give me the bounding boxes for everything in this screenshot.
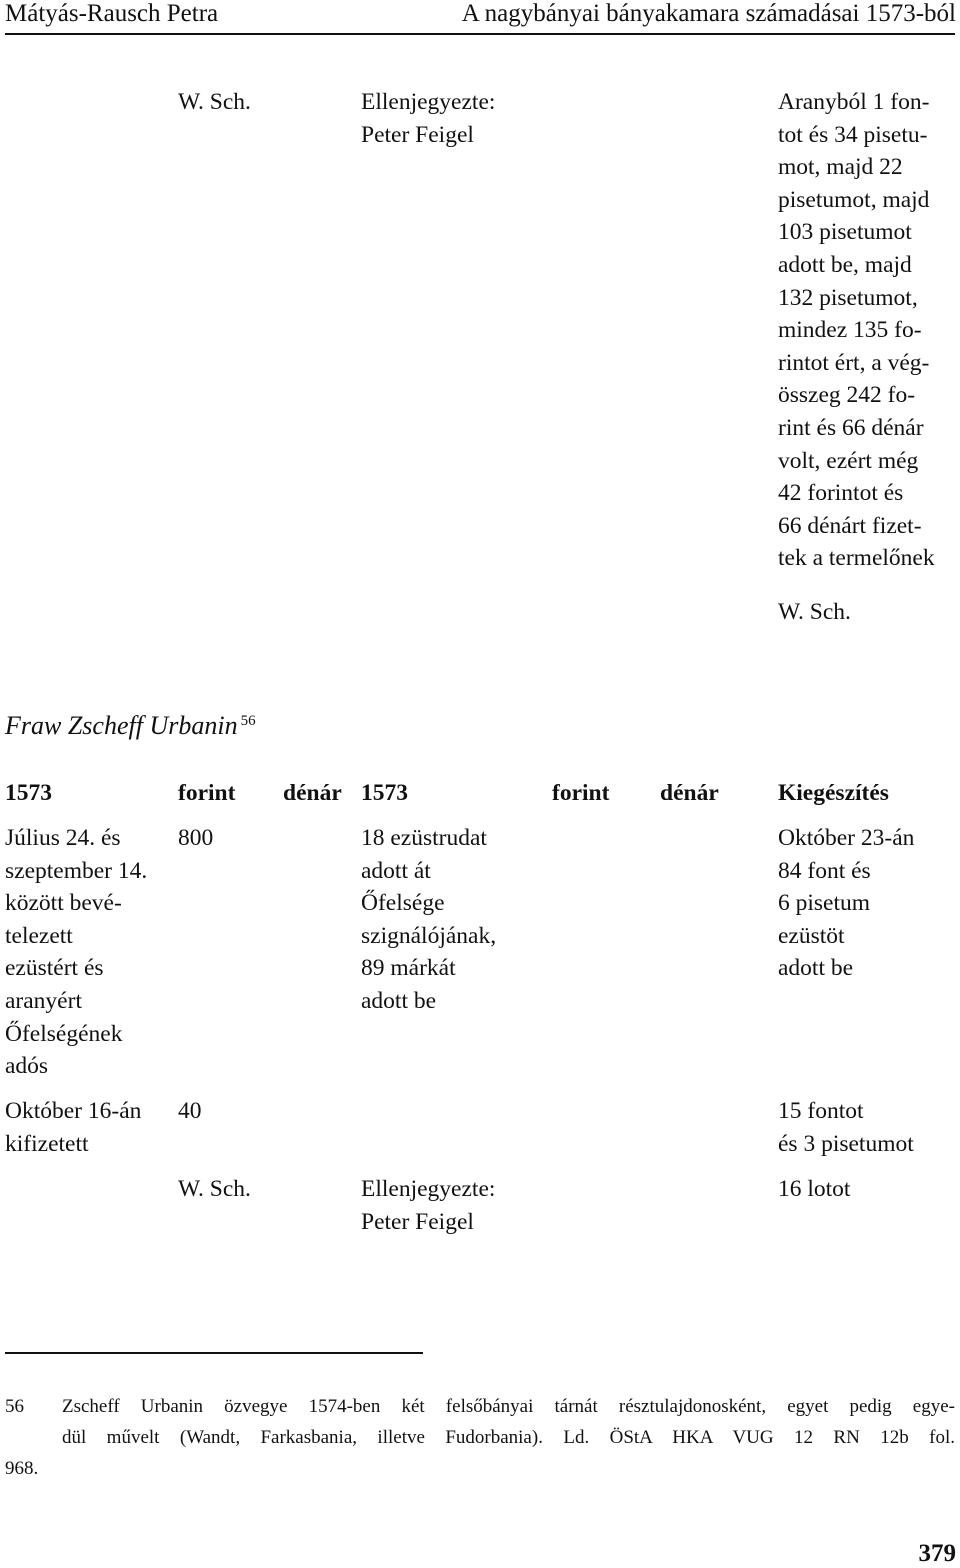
th-supplement: Kiegészítés — [778, 780, 889, 806]
row2-forint: 40 — [178, 1098, 202, 1124]
note-line: mindez 135 fo- — [778, 317, 922, 344]
row1-date-line: aranyért — [5, 987, 82, 1014]
row2-date — [5, 1095, 141, 1160]
note-line: rint és 66 dénár — [778, 414, 924, 441]
top-signature: W. Sch. — [178, 89, 251, 115]
row2-date-line: Október 16-án — [5, 1098, 142, 1124]
section-title — [5, 706, 256, 741]
row2-date-line: kifizetett — [5, 1130, 89, 1157]
th-denar-2: dénár — [660, 780, 719, 806]
footnote-line-last: 968. — [5, 1458, 39, 1479]
note-line: összeg 242 fo- — [778, 382, 916, 409]
countersign-name: Peter Feigel — [361, 121, 474, 148]
row1-desc-line: 18 ezüstrudat — [361, 825, 487, 851]
top-countersign — [361, 86, 495, 151]
footnote-line: Zscheff Urbanin özvegye 1574-ben két felsőbányai tárnát résztulajdonosként, egyet pedig egye- — [62, 1396, 955, 1417]
section-title-text: Fraw Zscheff Urbanin — [5, 711, 238, 740]
row1-forint: 800 — [178, 825, 214, 851]
row1-date-line: adós — [5, 1053, 49, 1080]
row1-date-line: Július 24. és — [5, 825, 121, 851]
row1-desc — [361, 822, 496, 1018]
note-line: 132 pisetumot, — [778, 284, 918, 311]
row1-desc-line: szignálójának, — [361, 922, 497, 949]
row1-desc-line: adott be — [361, 987, 437, 1014]
row1-desc-line: adott át — [361, 857, 431, 884]
footnote-ref: 56 — [240, 713, 256, 729]
row1-note-line: ezüstöt — [778, 922, 845, 949]
row1-date-line: ezüstért és — [5, 955, 104, 982]
note-line: 42 forintot és — [778, 480, 904, 507]
note-line: volt, ezért még — [778, 447, 919, 474]
row1-date-line: szeptember 14. — [5, 857, 148, 884]
note-line: 66 dénárt fizet- — [778, 512, 922, 539]
note-line: 103 pisetumot — [778, 219, 912, 246]
th-year-2: 1573 — [361, 780, 408, 806]
th-year: 1573 — [5, 780, 52, 806]
note-line: tot és 34 pisetu- — [778, 121, 928, 148]
running-header-author: Mátyás-Rausch Petra — [5, 0, 219, 27]
row1-note — [778, 822, 914, 985]
note-line: adott be, majd — [778, 251, 912, 278]
note-signature: W. Sch. — [778, 599, 851, 625]
row1-note-line: adott be — [778, 955, 854, 982]
row1-date-line: Őfelségének — [5, 1020, 123, 1047]
row3-signature: W. Sch. — [178, 1176, 251, 1202]
th-denar: dénár — [283, 780, 342, 806]
top-note — [778, 86, 935, 575]
row2-note-line: 15 fontot — [778, 1098, 864, 1124]
footnote-rule — [5, 1352, 423, 1354]
row1-date — [5, 822, 147, 1083]
note-line: pisetumot, majd — [778, 186, 930, 213]
header-rule — [5, 33, 955, 35]
countersign-label: Ellenjegyezte: — [361, 89, 496, 115]
footnote-number: 56 — [5, 1396, 24, 1417]
row1-date-line: telezett — [5, 922, 73, 949]
row3-note: 16 lotot — [778, 1176, 851, 1202]
row2-note-line: és 3 pisetumot — [778, 1130, 914, 1157]
running-header-title: A nagybányai bányakamara számadásai 1573-ból — [461, 0, 956, 27]
note-line: Aranyból 1 fon- — [778, 89, 930, 115]
row2-note — [778, 1095, 914, 1160]
row1-desc-line: Őfelsége — [361, 890, 445, 917]
note-line: rintot ért, a vég- — [778, 349, 930, 376]
row1-date-line: között bevé- — [5, 890, 122, 917]
note-line: tek a termelőnek — [778, 545, 935, 572]
row1-note-line: Október 23-án — [778, 825, 915, 851]
footnote-line: dül művelt (Wandt, Farkasbania, illetve Fudorbania). Ld. ÖStA HKA VUG 12 RN 12b fol. — [62, 1427, 955, 1448]
row1-note-line: 84 font és — [778, 857, 871, 884]
row1-note-line: 6 pisetum — [778, 890, 871, 917]
note-line: mot, majd 22 — [778, 154, 903, 181]
page-number: 379 — [918, 1540, 956, 1567]
row3-countersign-name: Peter Feigel — [361, 1208, 474, 1235]
row3-countersign-label: Ellenjegyezte: — [361, 1176, 496, 1202]
row1-desc-line: 89 márkát — [361, 955, 456, 982]
th-forint: forint — [178, 780, 236, 806]
footnote-text — [62, 1391, 955, 1453]
th-forint-2: forint — [552, 780, 610, 806]
row3-countersign — [361, 1173, 495, 1238]
